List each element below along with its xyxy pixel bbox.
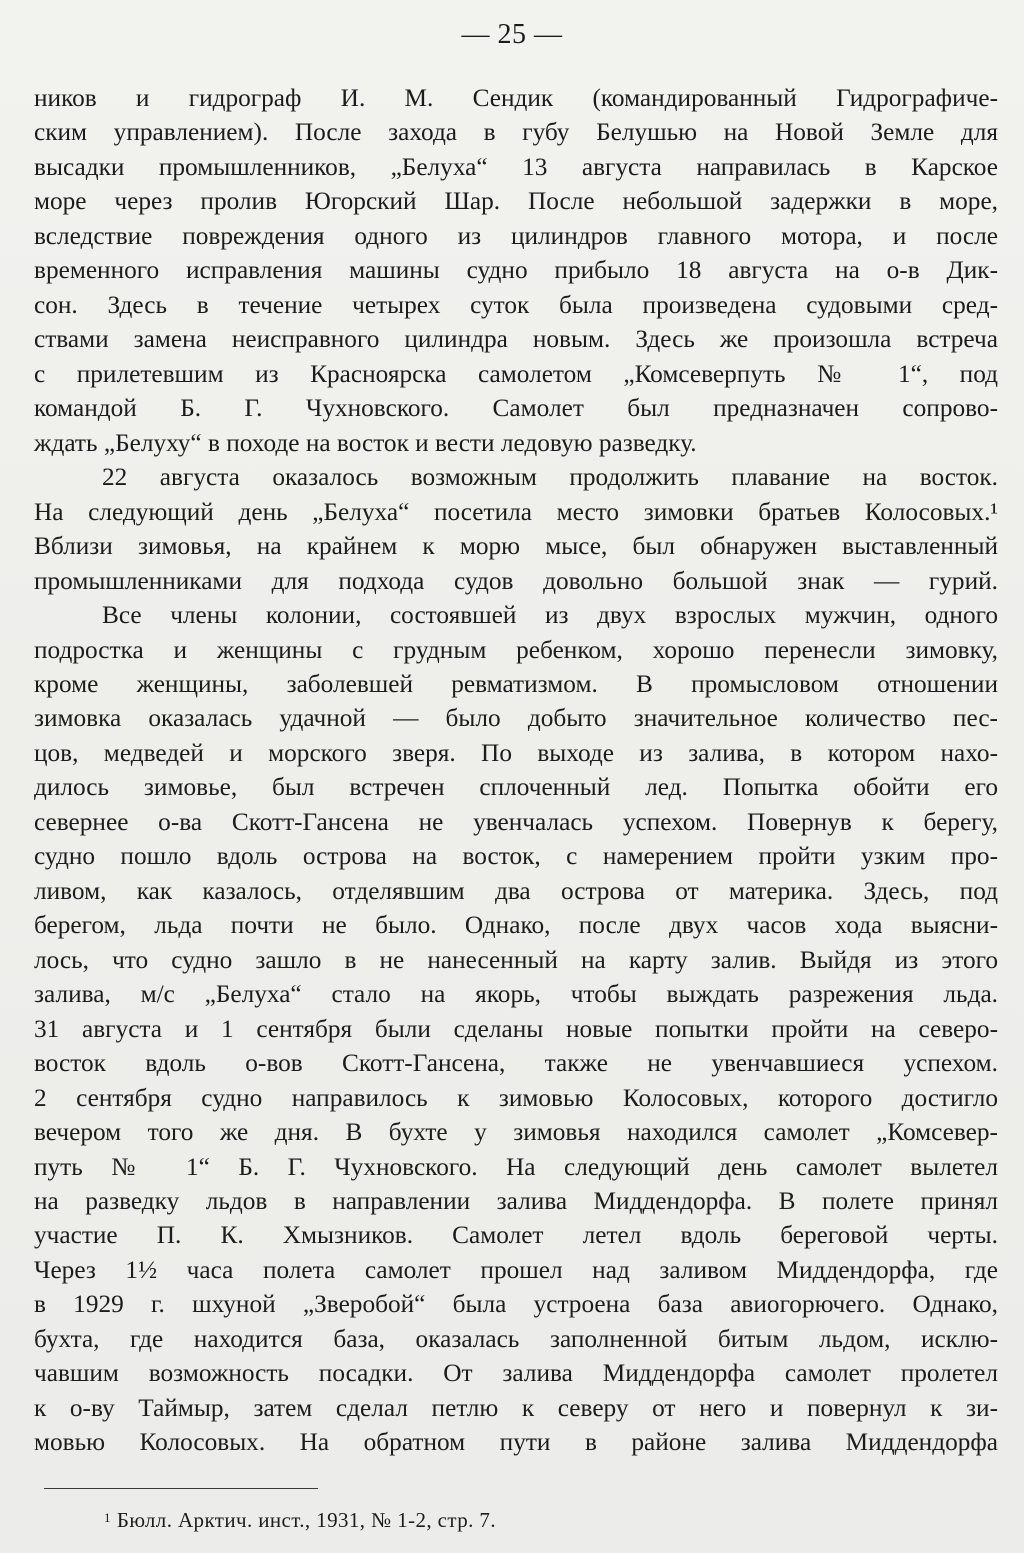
paragraph-start-line: Все члены колонии, состоявшей из двух взрослых мужчин, одного — [102, 601, 998, 630]
text-line: зимовка оказалась удачной — было добыто значительное количество пес- — [34, 704, 998, 733]
text-line: высадки промышленников, „Белуха“ 13 августа направилась в Карское — [34, 152, 998, 181]
page-number: — 25 — — [461, 19, 563, 50]
text-line: с прилетевшим из Красноярска самолетом „Комсеверпуть № 1“, под — [34, 359, 998, 388]
text-line: промышленниками для подхода судов довольно большой знак — гурий. — [34, 566, 998, 595]
footnote-marker: 1 — [104, 1510, 111, 1525]
text-line: восток вдоль о-вов Скотт-Гансена, также не увенчавшиеся успехом. — [34, 1049, 998, 1078]
text-line: на разведку льдов в направлении залива Миддендорфа. В полете принял — [34, 1187, 998, 1215]
text-line: бухта, где находится база, оказалась заполненной битым льдом, исклю- — [34, 1324, 998, 1353]
text-line: подростка и женщины с грудным ребенком, хорошо перенесли зимовку, — [34, 635, 998, 664]
text-line: ников и гидрограф И. М. Сендик (командированный Гидрографиче- — [34, 84, 998, 112]
text-line: севернее о-ва Скотт-Гансена не увенчалась успехом. Повернув к берегу, — [34, 807, 998, 836]
text-line: 2 сентября судно направилось к зимовью Колосовых, которого достигло — [34, 1083, 998, 1112]
text-line: На следующий день „Белуха“ посетила место зимовки братьев Колосовых.¹ — [34, 497, 998, 526]
text-line: временного исправления машины судно прибыло 18 августа на о-в Дик- — [34, 256, 998, 285]
text-line: вечером того же дня. В бухте у зимовья находился самолет „Комсевер- — [34, 1118, 998, 1147]
text-line: ствами замена неисправного цилиндра новым. Здесь же произошла встреча — [34, 325, 998, 354]
body-text — [34, 81, 998, 1460]
text-line: ливом, как казалось, отделявшим два острова от материка. Здесь, под — [34, 876, 998, 905]
text-line: дилось зимовье, был встречен сплоченный лед. Попытка обойти его — [34, 773, 998, 802]
text-line: Вблизи зимовья, на крайнем к морю мысе, был обнаружен выставленный — [34, 532, 998, 561]
paragraph-start-line: 22 августа оказалось возможным продолжить плавание на восток. — [102, 463, 998, 492]
text-line: путь № 1“ Б. Г. Чухновского. На следующий день самолет вылетел — [34, 1152, 998, 1181]
text-line: лось, что судно зашло в не нанесенный на карту залив. Выйдя из этого — [34, 945, 998, 974]
footnote-divider — [44, 1488, 318, 1489]
text-line: участие П. К. Хмызников. Самолет летел вдоль береговой черты. — [34, 1221, 998, 1250]
text-line: море через пролив Югорский Шар. После небольшой задержки в море, — [34, 187, 998, 216]
text-line: Через 1½ часа полета самолет прошел над заливом Миддендорфа, где — [34, 1255, 998, 1284]
text-line: командой Б. Г. Чухновского. Самолет был предназначен сопрово- — [34, 394, 998, 423]
text-line: 31 августа и 1 сентября были сделаны новые попытки пройти на северо- — [34, 1014, 998, 1043]
text-line: ским управлением). После захода в губу Белушью на Новой Земле для — [34, 118, 998, 147]
text-line: вследствие повреждения одного из цилиндров главного мотора, и после — [34, 221, 998, 250]
text-line: судно пошло вдоль острова на восток, с намерением пройти узким про- — [34, 842, 998, 871]
text-line: цов, медведей и морского зверя. По выходе из залива, в котором нахо- — [34, 738, 998, 767]
text-line: мовью Колосовых. На обратном пути в районе залива Миддендорфа — [34, 1428, 998, 1457]
text-line: сон. Здесь в течение четырех суток была произведена судовыми сред- — [34, 290, 998, 319]
text-line: к о-ву Таймыр, затем сделал петлю к северу от него и повернул к зи- — [34, 1393, 998, 1422]
footnote — [104, 1506, 496, 1534]
text-line: залива, м/с „Белуха“ стало на якорь, чтобы выждать разрежения льда. — [34, 980, 998, 1009]
footnote-text: Бюлл. Арктич. инст., 1931, № 1-2, стр. 7. — [116, 1508, 496, 1532]
text-line: в 1929 г. шхуной „Зверобой“ была устроена база авиогорючего. Однако, — [34, 1290, 998, 1319]
text-line: берегом, льда почти не было. Однако, после двух часов хода выясни- — [34, 911, 998, 940]
text-line: чавшим возможность посадки. От залива Миддендорфа самолет пролетел — [34, 1359, 998, 1388]
text-line: кроме женщины, заболевшей ревматизмом. В промысловом отношении — [34, 669, 998, 698]
text-line: ждать „Белуху“ в походе на восток и вести ледовую разведку. — [34, 428, 697, 457]
